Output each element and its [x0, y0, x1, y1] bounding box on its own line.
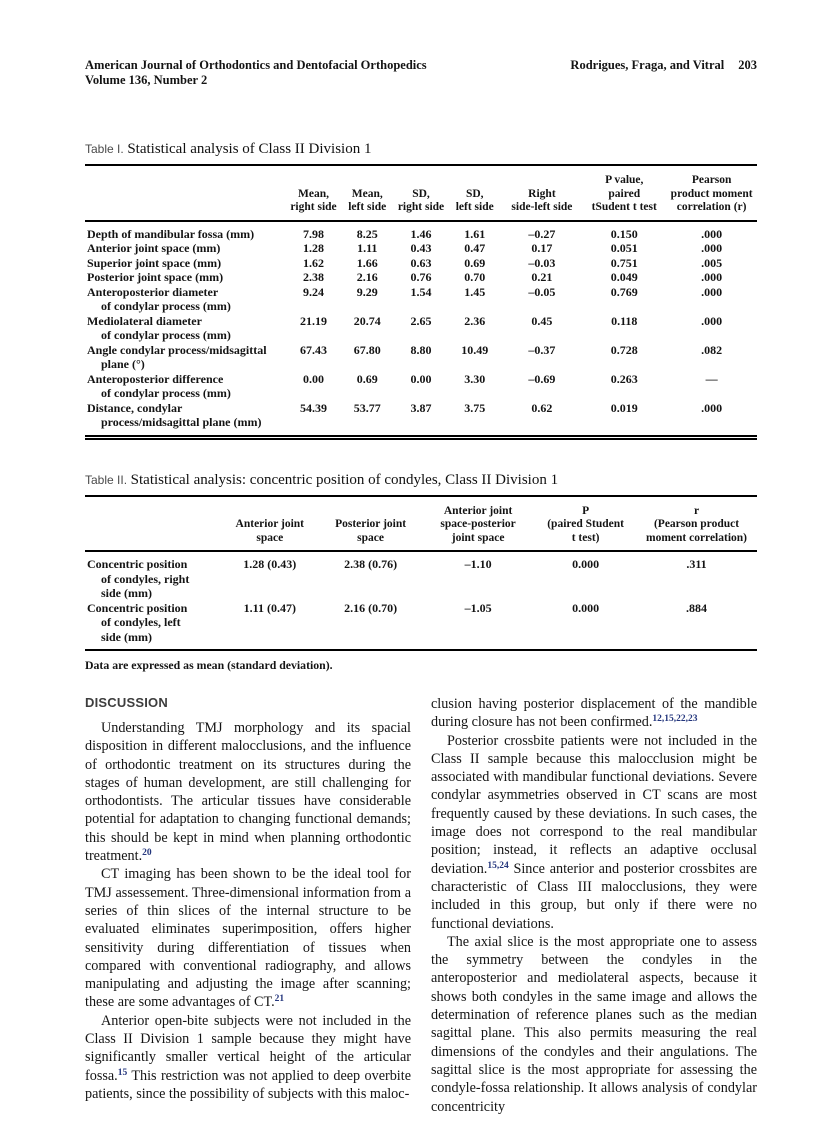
- citation-superscript: 12,15,22,23: [652, 714, 698, 725]
- left-column-text: [85, 719, 411, 1103]
- table-cell: 3.87: [410, 400, 432, 415]
- table-1-section: [85, 141, 757, 440]
- column-header: Mean, left side: [340, 165, 394, 221]
- table-cell: 0.00: [302, 371, 324, 386]
- running-head-left: [85, 58, 427, 88]
- paragraph: Understanding TMJ morphology and its spacial disposition in different malocclusions, and the influence of orthodontic treatment on its structures during the stages of human development, are still challenging for orthodontists. The articular tissues have considerable potential for adaptation to changing functional demands; this should be kept in mind when planning orthodontic treatment.$^{20}$: [85, 720, 411, 865]
- statistics-table-class2: [85, 164, 757, 440]
- row-label: Anteroposterior diameter of condylar process (mm): [87, 284, 231, 313]
- table-row: [85, 314, 757, 343]
- table-cell: 1.11 (0.47): [243, 600, 296, 615]
- table-cell: 1.46: [410, 226, 432, 241]
- citation-superscript: 15: [117, 1067, 128, 1078]
- table-row: [85, 285, 757, 314]
- table-cell: .005: [701, 255, 723, 270]
- table-1-title: Statistical analysis of Class II Division 1: [127, 141, 372, 157]
- table-1-caption: [85, 141, 757, 158]
- table-cell: 0.118: [611, 313, 638, 328]
- table-cell: 1.11: [357, 241, 378, 255]
- table-row: [85, 601, 757, 651]
- table-cell: 2.38: [302, 270, 324, 284]
- table-cell: —: [705, 371, 718, 386]
- discussion-heading: DISCUSSION: [85, 695, 168, 710]
- table-cell: 8.25: [356, 226, 378, 241]
- citation-superscript: 20: [142, 848, 152, 859]
- table-2-label: Table II.: [85, 472, 128, 487]
- column-header: SD, left side: [448, 165, 502, 221]
- table-cell: 0.76: [410, 270, 432, 284]
- table-cell: 0.751: [610, 255, 638, 270]
- table-cell: –0.69: [528, 371, 556, 386]
- table-cell: .000: [701, 313, 723, 328]
- table-cell: 0.69: [356, 371, 378, 386]
- right-column-text: [431, 695, 757, 1116]
- table-cell: 0.049: [610, 270, 638, 284]
- table-row: [85, 372, 757, 401]
- page-number: 203: [738, 58, 757, 72]
- table-cell: 0.70: [464, 270, 486, 284]
- table-header-row: [85, 496, 757, 552]
- authors: Rodrigues, Fraga, and Vitral: [570, 58, 725, 72]
- row-label: Depth of mandibular fossa (mm): [87, 226, 255, 241]
- table-cell: 0.150: [610, 226, 638, 241]
- table-2-title: Statistical analysis: concentric position of condyles, Class II Division 1: [130, 471, 559, 488]
- table-cell: 1.66: [356, 255, 378, 270]
- running-head-right: [570, 58, 757, 88]
- row-label: Anteroposterior difference of condylar process (mm): [87, 371, 231, 400]
- paragraph: CT imaging has been shown to be the ideal tool for TMJ assessement. Three-dimensional information from a series of thin slices of the internal structure to be evaluated eliminates superimposition, offers higher sensitivity during differentiation of tissues when compared with conventional radiography, and allows manipulating and adjusting the image after scanning; these are some advantages of CT.$^{21}$: [85, 866, 411, 1011]
- table-cell: –0.03: [528, 255, 556, 270]
- table-cell: 0.000: [572, 600, 600, 615]
- table-cell: 0.000: [572, 557, 600, 571]
- table-cell: 67.43: [299, 342, 327, 357]
- table-cell: 54.39: [299, 400, 327, 415]
- row-label: Distance, condylar process/midsagittal plane (mm): [87, 400, 262, 429]
- table-cell: 8.80: [410, 342, 432, 357]
- table-cell: 0.63: [410, 255, 432, 270]
- table-row: [85, 401, 757, 438]
- table-row: [85, 256, 757, 271]
- column-header: Right side-left side: [502, 165, 583, 221]
- table-cell: 2.36: [464, 313, 486, 328]
- table-cell: 0.21: [531, 270, 553, 284]
- table-cell: 1.28: [302, 241, 324, 255]
- table-cell: 1.45: [464, 284, 486, 299]
- row-label: Angle condylar process/midsagittal plane (°): [87, 342, 267, 371]
- table-cell: 20.74: [353, 313, 381, 328]
- citation-superscript: 21: [274, 994, 285, 1005]
- table-cell: –0.27: [528, 226, 556, 241]
- table-1-label: Table I.: [85, 142, 124, 156]
- right-column: [431, 695, 757, 1116]
- table-2-section: [85, 472, 757, 674]
- table-cell: 0.051: [610, 241, 638, 255]
- row-label: Concentric position of condyles, right side (mm): [87, 557, 190, 600]
- table-cell: 0.45: [531, 313, 553, 328]
- paragraph: Posterior crossbite patients were not included in the Class II sample because this malocclusion might be associated with mandibular functional deviations. Severe condylar asymmetries observed in CT scans are most frequently caused by these deviations. In such cases, the image does not correspond to the real mandibular position; instead, it reflects an adaptive occlusal deviation.$^{15,24}$ Since anterior and posterior crossbites are characteristic of Class III malocclusions, they were included in this group, but only if there were no functional deviations.: [431, 732, 757, 932]
- citation-superscript: 15,24: [487, 860, 509, 871]
- journal-title: American Journal of Orthodontics and Dentofacial Orthopedics: [85, 58, 427, 72]
- table-cell: 3.75: [464, 400, 486, 415]
- table-2-footnote: Data are expressed as mean (standard deviation).: [85, 658, 333, 672]
- table-cell: 2.38 (0.76): [344, 557, 398, 571]
- left-column: [85, 695, 411, 1116]
- table-cell: 21.19: [299, 313, 327, 328]
- table-cell: .082: [701, 342, 723, 357]
- column-header: Mean, right side: [287, 165, 341, 221]
- table-row: [85, 270, 757, 285]
- table-cell: 10.49: [461, 342, 489, 357]
- row-label: Posterior joint space (mm): [87, 270, 224, 284]
- table-cell: –0.05: [528, 284, 556, 299]
- column-header: Pearson product moment correlation (r): [666, 165, 757, 221]
- table-cell: 2.16: [356, 270, 378, 284]
- column-header: P (paired Student t test): [535, 496, 636, 552]
- table-cell: 0.62: [531, 400, 553, 415]
- volume-info: Volume 136, Number 2: [85, 73, 208, 87]
- table-cell: .000: [701, 270, 723, 284]
- body-columns: [85, 695, 757, 1116]
- table-row: [85, 551, 757, 601]
- table-cell: 0.47: [464, 241, 486, 255]
- table-cell: 53.77: [353, 400, 381, 415]
- table-cell: 9.29: [356, 284, 378, 299]
- paragraph: clusion having posterior displacement of the mandible during closure has not been confirmed.$^{12,15,22,23}$: [431, 696, 757, 731]
- table-cell: 0.019: [610, 400, 638, 415]
- column-header: P value, paired tSudent t test: [582, 165, 666, 221]
- table-cell: .000: [701, 226, 723, 241]
- table-cell: .000: [701, 400, 723, 415]
- table-2-caption: [85, 472, 757, 489]
- running-head: [85, 58, 757, 88]
- table-cell: 9.24: [302, 284, 324, 299]
- row-label: Mediolateral diameter of condylar process (mm): [87, 313, 231, 342]
- table-cell: .311: [686, 557, 707, 571]
- row-label: Concentric position of condyles, left side (mm): [87, 600, 188, 644]
- row-label: Superior joint space (mm): [87, 255, 222, 270]
- table-cell: 67.80: [353, 342, 381, 357]
- table-cell: 1.61: [464, 226, 486, 241]
- paragraph: The axial slice is the most appropriate one to assess the symmetry between the condyles in the anteroposterior and mediolateral aspects, because it shows both condyles in the same image and allows the determination of reference planes such as the median sagittal plane. This also permits measuring the real dimensions of the condyles and their angulations. The sagittal slice is the most appropriate for assessing the condyle-fossa relationship. It allows analysis of condylar concentricity: [431, 933, 757, 1115]
- column-header: r (Pearson product moment correlation): [636, 496, 757, 552]
- table-cell: 0.769: [610, 284, 638, 299]
- table-cell: .000: [701, 241, 723, 255]
- column-header: [85, 165, 287, 221]
- table-cell: .000: [701, 284, 723, 299]
- page-content: [85, 58, 757, 1116]
- paragraph: Anterior open-bite subjects were not included in the Class II Division 1 sample because they might have significantly smaller vertical height of the articular fossa.$^{15}$ This restriction was not applied to deep overbite patients, since the possibility of subjects with this maloc-: [85, 1012, 411, 1102]
- table-row: [85, 343, 757, 372]
- table-cell: 3.30: [464, 371, 486, 386]
- table-cell: 2.16 (0.70): [344, 600, 398, 615]
- column-header: Posterior joint space: [320, 496, 421, 552]
- table-cell: 1.28 (0.43): [243, 557, 297, 571]
- concentric-position-table: [85, 495, 757, 652]
- table-cell: 0.69: [464, 255, 486, 270]
- table-cell: 1.62: [302, 255, 324, 270]
- table-header-row: [85, 165, 757, 221]
- column-header: Anterior joint space-posterior joint space: [421, 496, 535, 552]
- table-cell: 2.65: [410, 313, 432, 328]
- column-header: Anterior joint space: [219, 496, 320, 552]
- table-cell: 7.98: [302, 226, 324, 241]
- table-cell: 0.00: [410, 371, 432, 386]
- table-row: [85, 241, 757, 256]
- column-header: SD, right side: [394, 165, 448, 221]
- table-cell: –1.05: [464, 600, 492, 615]
- table-cell: 0.728: [610, 342, 638, 357]
- table-row: [85, 221, 757, 242]
- table-cell: –1.10: [464, 557, 492, 571]
- column-header: [85, 496, 219, 552]
- table-cell: .884: [686, 600, 707, 615]
- table-cell: 0.263: [610, 371, 638, 386]
- table-cell: 1.54: [410, 284, 432, 299]
- table-cell: 0.43: [410, 241, 432, 255]
- row-label: Anterior joint space (mm): [87, 241, 221, 255]
- table-cell: –0.37: [528, 342, 556, 357]
- table-cell: 0.17: [531, 241, 553, 255]
